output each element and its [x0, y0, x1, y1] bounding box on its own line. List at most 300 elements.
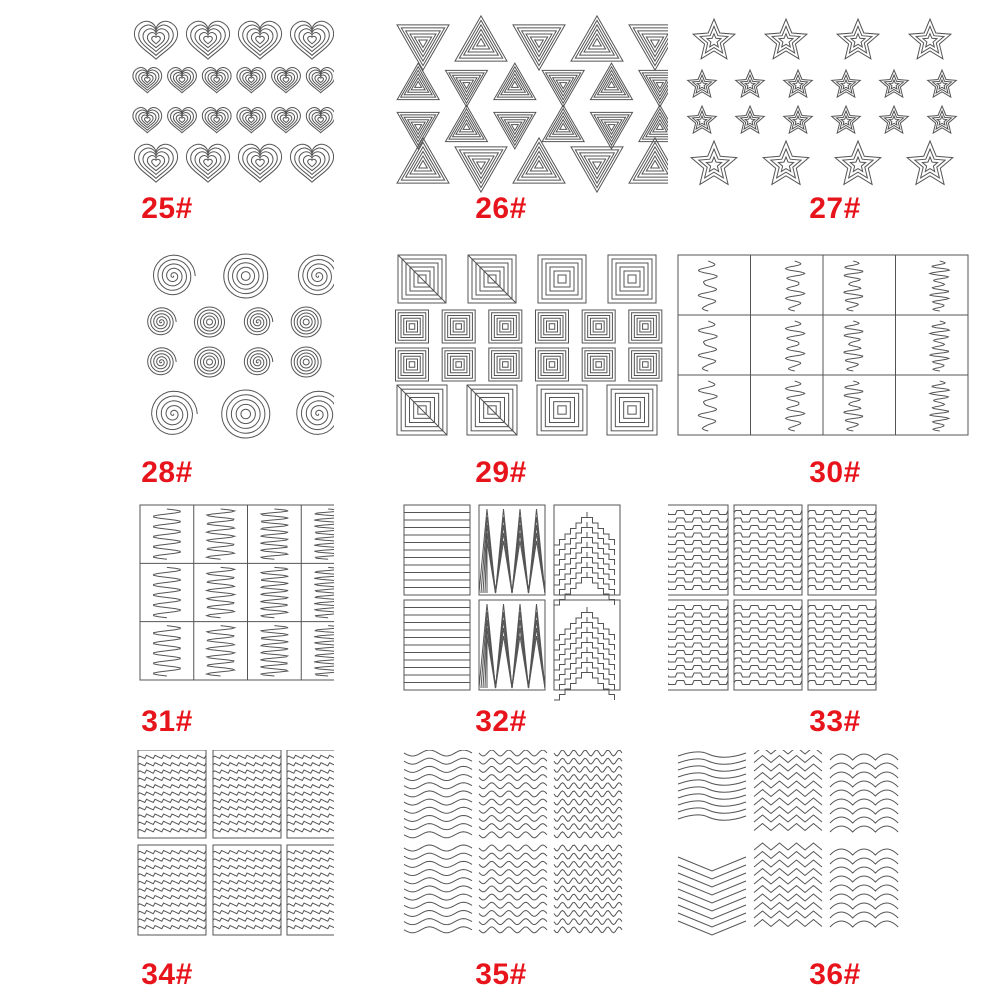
heart-shape	[186, 144, 229, 182]
wave-line	[668, 643, 728, 647]
wave-line	[668, 681, 728, 685]
heart-shape	[251, 156, 268, 171]
stencil-frame	[398, 313, 426, 341]
circle-shape	[207, 359, 213, 365]
heart-shape	[246, 115, 258, 125]
wave-line	[479, 862, 547, 868]
circle-shape	[198, 310, 222, 334]
zigzag-line	[754, 750, 822, 754]
wave-line	[138, 896, 206, 899]
stencil-sheet-triangles	[334, 0, 668, 250]
spiral-shape	[152, 391, 198, 434]
wave-line	[554, 758, 622, 764]
circle-shape	[236, 404, 255, 423]
heart-shape	[238, 21, 281, 59]
heart-shape	[315, 75, 327, 85]
stencil-frame	[607, 385, 657, 435]
wave-line	[554, 766, 622, 772]
zigzag-line	[754, 886, 822, 893]
wave-line	[668, 621, 728, 625]
stencil-frame	[629, 348, 662, 381]
stencil-frame	[608, 255, 656, 303]
star-shape	[741, 111, 760, 129]
wave-line	[734, 606, 802, 610]
wave-line	[138, 851, 206, 854]
wave-line	[138, 777, 206, 780]
stencil-sheet-stripes	[334, 500, 668, 750]
stencil-frame	[396, 348, 429, 381]
wave-line	[138, 873, 206, 876]
stencil-frame	[398, 351, 426, 379]
stencil-frame	[407, 321, 418, 332]
scallop-line	[830, 903, 898, 909]
wave-line	[138, 821, 206, 824]
stencil-sheet-squares	[334, 250, 668, 500]
flame-edge	[698, 321, 717, 371]
wave-line	[554, 870, 622, 876]
wave-line	[404, 911, 472, 917]
heart-shape	[290, 144, 333, 182]
wave-line	[404, 807, 472, 813]
wave-line	[808, 628, 876, 632]
triangle-shape	[629, 138, 668, 183]
circle-shape	[224, 254, 268, 298]
spiral-shape	[298, 255, 334, 295]
wave-line	[138, 799, 206, 802]
wave-line	[734, 548, 802, 552]
stencil-sheet-flames	[668, 250, 1002, 500]
stencil-frame	[492, 351, 520, 379]
heart-shape	[318, 78, 324, 83]
wave-line	[734, 666, 802, 670]
wave-line	[479, 911, 547, 917]
diagonal-line	[468, 255, 516, 303]
wave-line	[404, 886, 472, 892]
wave-line	[668, 511, 728, 515]
stencil-frame	[442, 348, 475, 381]
circle-shape	[291, 347, 321, 377]
wiggle-line	[207, 626, 235, 676]
circle-shape	[241, 272, 250, 281]
stencil-frame	[640, 359, 651, 370]
wave-line	[808, 548, 876, 552]
wave-line	[479, 927, 547, 933]
wave-line	[213, 873, 281, 876]
wave-line	[554, 902, 622, 908]
style-number-label: 31#	[141, 705, 193, 738]
zigzag-line	[754, 843, 822, 850]
wave-line	[213, 792, 281, 795]
circle-shape	[300, 356, 312, 368]
circle-shape	[300, 316, 312, 328]
diagonal-line	[397, 385, 447, 435]
heart-shape	[251, 33, 268, 48]
circle-shape	[227, 395, 265, 433]
wave-line	[287, 814, 334, 817]
wave-line	[554, 919, 622, 925]
wave-line	[479, 886, 547, 892]
star-shape	[693, 111, 712, 129]
wave-line	[668, 628, 728, 632]
zigzag-line	[754, 773, 822, 780]
stencil-frame	[628, 275, 636, 283]
circle-shape	[228, 258, 263, 293]
wave-line	[287, 918, 334, 921]
wave-line	[287, 821, 334, 824]
scallop-line	[830, 754, 898, 760]
wave-line	[287, 807, 334, 810]
stencil-frame	[588, 354, 610, 376]
stencil-frame	[536, 348, 569, 381]
step-chevron	[554, 647, 615, 680]
zigzag-line	[754, 798, 822, 805]
wave-line	[734, 636, 802, 640]
wave-line	[479, 902, 547, 908]
stencil-sheet-stars	[668, 0, 1002, 250]
scallop-line	[830, 921, 898, 927]
star-shape	[772, 26, 800, 53]
wave-line	[734, 613, 802, 617]
wave-line	[668, 636, 728, 640]
star-shape	[691, 141, 737, 184]
wave-line	[734, 658, 802, 662]
stencil-frame	[542, 259, 582, 299]
zigzag-line	[754, 869, 822, 876]
stencil-frame	[612, 259, 652, 299]
wave-line	[213, 785, 281, 788]
wave-line	[808, 511, 876, 515]
stencil-sheet-waves-soft	[334, 750, 668, 1000]
wave-line	[554, 799, 622, 805]
step-chevron	[554, 562, 615, 595]
zigzag-line	[754, 790, 822, 797]
wave-line	[734, 563, 802, 567]
wave-line	[554, 832, 622, 838]
stencil-frame	[643, 362, 649, 368]
stencil-frame	[448, 316, 470, 338]
stencil-frame	[401, 316, 423, 338]
wave-line	[213, 807, 281, 810]
wave-line	[668, 563, 728, 567]
wave-line	[287, 755, 334, 758]
heart-shape	[186, 21, 229, 59]
stencil-sheet-wiggles	[0, 500, 334, 750]
triangle-shape	[638, 31, 668, 61]
triangle-shape	[629, 25, 668, 70]
heart-shape	[280, 115, 292, 125]
wave-line	[287, 799, 334, 802]
wave-line	[404, 750, 472, 756]
wave-line	[213, 918, 281, 921]
wave-line	[138, 785, 206, 788]
stencil-frame	[442, 310, 475, 343]
wave-line	[213, 755, 281, 758]
wave-line	[668, 613, 728, 617]
wave-line	[734, 628, 802, 632]
wiggle-line	[314, 626, 334, 676]
heart-shape	[179, 78, 185, 83]
wave-line	[668, 578, 728, 582]
wave-line	[668, 606, 728, 610]
stencil-frame	[448, 354, 470, 376]
stencil-frame	[538, 255, 586, 303]
circle-shape	[204, 316, 216, 328]
wave-line	[138, 755, 206, 758]
wave-line	[404, 870, 472, 876]
heart-shape	[318, 118, 324, 123]
step-chevron	[554, 657, 615, 690]
stencil-frame	[407, 359, 418, 370]
stencil-frame	[596, 324, 602, 330]
wave-line	[404, 775, 472, 781]
star-shape	[693, 19, 735, 59]
wave-line	[554, 911, 622, 917]
wave-line	[404, 816, 472, 822]
stencil-sheet-spirals	[0, 250, 334, 500]
wave-line	[287, 829, 334, 832]
wave-line	[554, 824, 622, 830]
wave-line	[734, 681, 802, 685]
stencil-frame	[456, 362, 462, 368]
flame-edge	[786, 321, 805, 371]
stencil-frame	[596, 362, 602, 368]
star-shape	[741, 75, 760, 93]
heart-shape	[176, 115, 188, 125]
heart-shape	[142, 75, 154, 85]
wave-line	[734, 556, 802, 560]
star-shape	[907, 141, 953, 184]
zigzag-line	[754, 815, 822, 822]
wave-line	[554, 861, 622, 867]
scallop-line	[830, 790, 898, 796]
wave-line	[808, 606, 876, 610]
star-shape	[835, 141, 881, 184]
heart-shape	[303, 156, 320, 171]
wave-line	[734, 651, 802, 655]
scallop-line	[830, 826, 898, 832]
star-shape	[933, 111, 952, 129]
wiggle-line	[207, 509, 235, 559]
curve-line	[678, 794, 746, 799]
stencil-frame	[500, 359, 511, 370]
scallop-line	[830, 849, 898, 855]
stencil-frame	[492, 313, 520, 341]
heart-shape	[249, 78, 255, 83]
stencil-frame	[549, 324, 555, 330]
wave-line	[479, 783, 547, 789]
curve-line	[678, 752, 746, 757]
heart-shape	[283, 78, 289, 83]
diagonal-line	[467, 385, 517, 435]
scallop-line	[830, 772, 898, 778]
stencil-frame	[624, 402, 641, 419]
star-shape	[765, 19, 807, 59]
zigzag-line	[754, 781, 822, 788]
stencil-frame	[546, 263, 578, 295]
circle-shape	[204, 356, 216, 368]
stencil-frame	[615, 393, 648, 426]
wave-line	[554, 845, 622, 851]
circle-shape	[207, 319, 213, 325]
wave-line	[479, 767, 547, 773]
wave-line	[138, 918, 206, 921]
step-chevron	[554, 522, 615, 555]
wave-line	[213, 903, 281, 906]
scallop-line	[830, 799, 898, 805]
heart-shape	[214, 78, 220, 83]
spiral-shape	[297, 391, 334, 434]
heart-shape	[199, 156, 216, 171]
stencil-frame	[536, 310, 569, 343]
wave-line	[213, 858, 281, 861]
star-shape	[915, 149, 945, 178]
stencil-frame	[541, 354, 563, 376]
star-shape	[837, 75, 856, 93]
wave-line	[668, 518, 728, 522]
stencil-sheet-waves-fine	[668, 500, 1002, 750]
star-shape	[844, 26, 872, 53]
heart-shape	[145, 118, 151, 123]
flame-edge	[844, 381, 863, 431]
stencil-frame	[547, 359, 558, 370]
wave-line	[404, 845, 472, 851]
wave-line	[138, 770, 206, 773]
wave-line	[404, 791, 472, 797]
wiggle-line	[260, 509, 288, 559]
zigzag-line	[754, 877, 822, 884]
flame-edge	[698, 381, 717, 431]
chevron-line	[678, 921, 746, 935]
wave-line	[808, 578, 876, 582]
stencil-frame	[445, 351, 473, 379]
circle-shape	[294, 310, 318, 334]
style-number-label: 32#	[475, 705, 527, 738]
scallop-line	[830, 894, 898, 900]
star-shape	[763, 141, 809, 184]
wave-line	[479, 799, 547, 805]
stencil-frame	[503, 324, 509, 330]
heart-shape	[308, 159, 317, 167]
star-shape	[933, 75, 952, 93]
flame-edge	[930, 381, 950, 431]
style-number-label: 29#	[475, 456, 527, 489]
wave-line	[138, 792, 206, 795]
wave-line	[138, 858, 206, 861]
wave-line	[808, 636, 876, 640]
heart-shape	[211, 115, 223, 125]
circle-shape	[241, 409, 251, 419]
stencil-frame	[489, 310, 522, 343]
wave-line	[479, 878, 547, 884]
wave-line	[213, 926, 281, 929]
step-chevron	[554, 627, 615, 660]
wave-line	[554, 791, 622, 797]
wave-line	[138, 807, 206, 810]
wave-line	[138, 881, 206, 884]
heart-shape	[145, 78, 151, 83]
zigzag-line	[754, 894, 822, 901]
spiral-shape	[148, 308, 177, 335]
stencil-frame	[396, 310, 429, 343]
heart-shape	[142, 115, 154, 125]
wave-line	[404, 878, 472, 884]
wave-line	[138, 911, 206, 914]
circle-shape	[195, 347, 225, 377]
stencil-frame	[494, 354, 516, 376]
wave-line	[404, 927, 472, 933]
wave-line	[213, 851, 281, 854]
stencil-frame	[593, 321, 604, 332]
wave-line	[479, 845, 547, 851]
heart-shape	[238, 144, 281, 182]
wave-line	[734, 533, 802, 537]
wave-line	[668, 673, 728, 677]
wave-line	[734, 586, 802, 590]
wave-line	[213, 763, 281, 766]
wave-line	[734, 571, 802, 575]
wave-line	[808, 518, 876, 522]
step-chevron	[554, 607, 615, 640]
stencil-frame	[538, 351, 566, 379]
wave-line	[808, 571, 876, 575]
wiggle-line	[207, 567, 235, 617]
stencil-frame	[545, 393, 578, 426]
wave-line	[287, 851, 334, 854]
flame-edge	[844, 261, 863, 311]
wave-line	[808, 563, 876, 567]
wave-line	[213, 770, 281, 773]
star-shape	[693, 75, 712, 93]
star-shape	[700, 26, 728, 53]
circle-shape	[237, 267, 255, 285]
stencil-frame	[593, 359, 604, 370]
style-number-label: 28#	[141, 456, 193, 489]
stencil-frame	[541, 316, 563, 338]
wave-line	[213, 866, 281, 869]
wave-line	[404, 902, 472, 908]
heart-shape	[280, 75, 292, 85]
zigzag-line	[754, 756, 822, 763]
wave-line	[808, 651, 876, 655]
curve-line	[678, 787, 746, 792]
wave-line	[479, 870, 547, 876]
wiggle-line	[260, 626, 288, 676]
wave-line	[404, 799, 472, 805]
wave-line	[479, 832, 547, 838]
wave-line	[554, 927, 622, 933]
style-number-label: 27#	[809, 192, 861, 225]
zigzag-line	[754, 911, 822, 918]
wave-line	[734, 643, 802, 647]
wave-line	[554, 816, 622, 822]
scallop-line	[830, 808, 898, 814]
zigzag-line	[754, 920, 822, 927]
wiggle-line	[314, 509, 334, 559]
zigzag-line	[754, 852, 822, 859]
wave-line	[554, 886, 622, 892]
wave-line	[668, 571, 728, 575]
stencil-frame	[409, 324, 415, 330]
style-number-label: 25#	[141, 192, 193, 225]
curve-line	[678, 780, 746, 785]
wave-line	[554, 750, 622, 756]
wave-line	[734, 511, 802, 515]
stencil-frame	[643, 324, 649, 330]
zigzag-line	[754, 903, 822, 910]
star-shape	[789, 75, 808, 93]
wave-line	[734, 526, 802, 530]
stencil-frame	[489, 348, 522, 381]
